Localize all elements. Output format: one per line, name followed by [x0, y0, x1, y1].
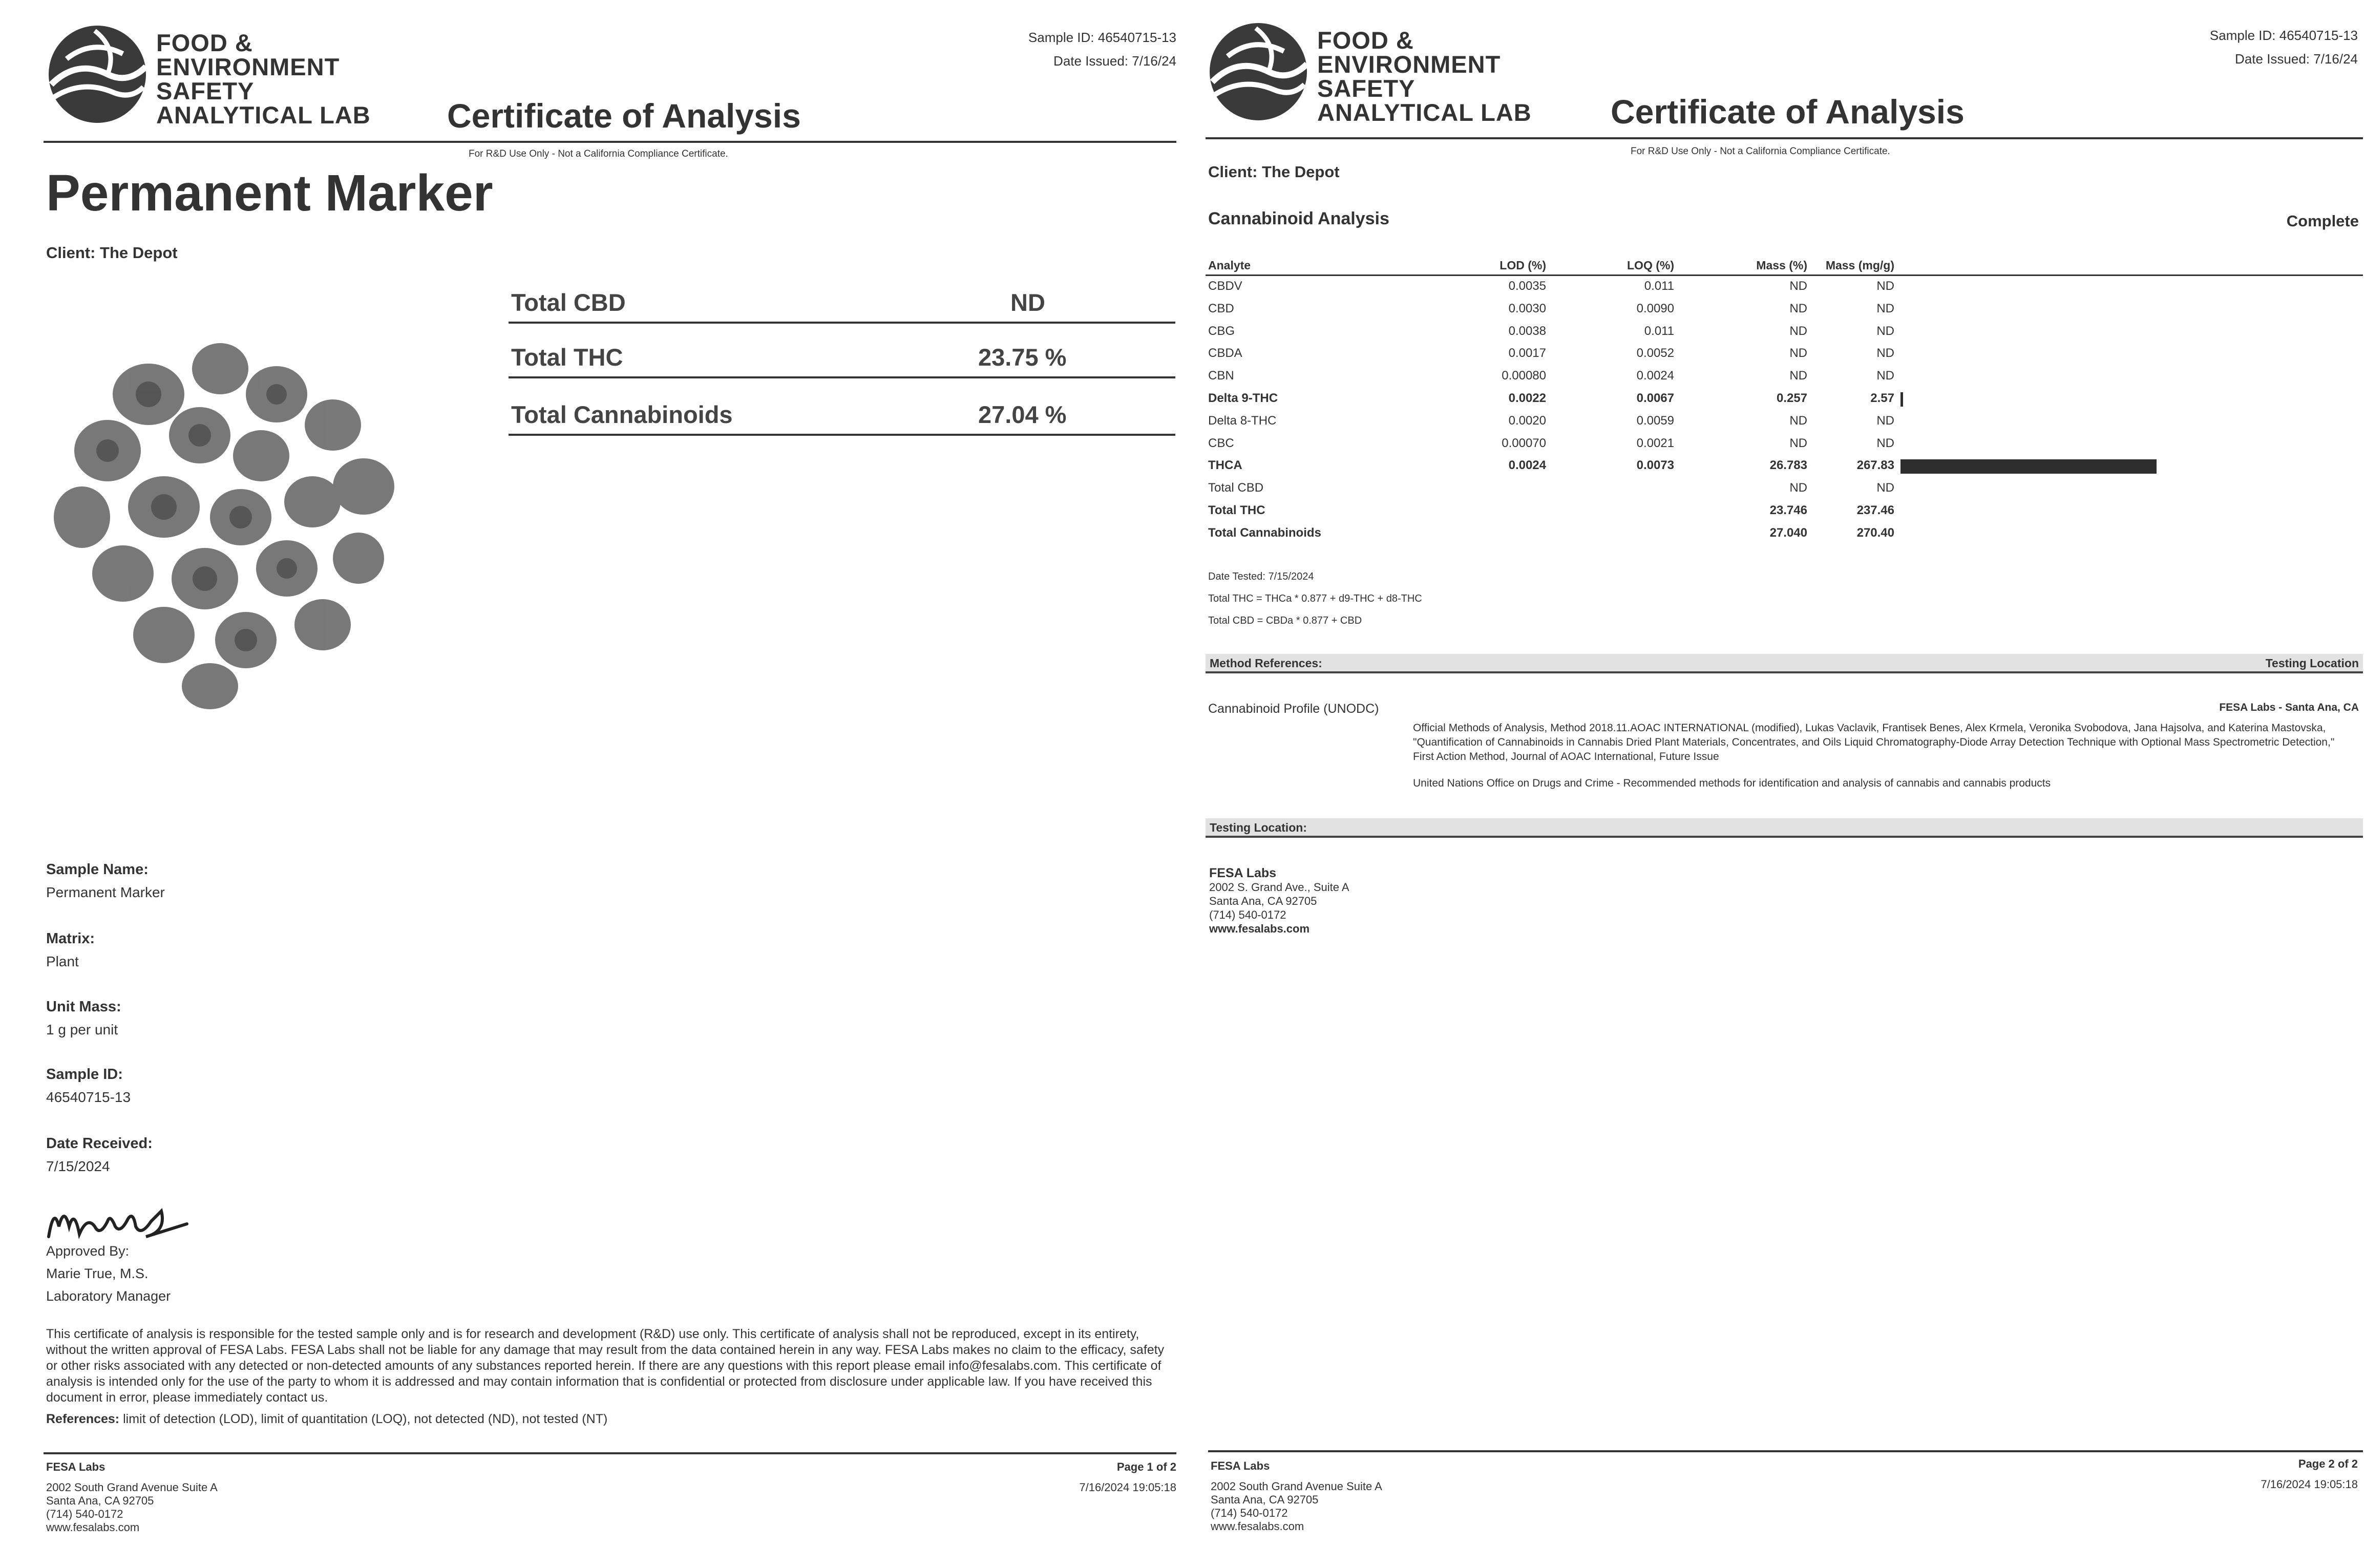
- lab-name-line: ENVIRONMENT: [156, 53, 340, 80]
- lab-name: [156, 31, 371, 127]
- cell-mass-pct: ND: [1789, 436, 1807, 450]
- footer-timestamp: 7/16/2024 19:05:18: [2261, 1478, 2358, 1491]
- cell-mass-pct: 0.257: [1776, 391, 1807, 405]
- loc-phone: (714) 540-0172: [1209, 908, 1286, 921]
- approved-by-label: Approved By:: [46, 1243, 130, 1259]
- summary-value: ND: [1010, 289, 1045, 316]
- cell-mass-mg: ND: [1876, 346, 1894, 361]
- client-name: Client: The Depot: [46, 244, 178, 262]
- footer-phone: (714) 540-0172: [1211, 1507, 1288, 1519]
- footer-timestamp: 7/16/2024 19:05:18: [1079, 1481, 1176, 1494]
- cell-mass-pct: ND: [1789, 346, 1807, 361]
- cell-mass-pct: ND: [1789, 481, 1807, 495]
- sample-name-value: Permanent Marker: [46, 884, 165, 900]
- cell-lod: 0.00080: [1502, 369, 1546, 383]
- date-tested: Date Tested: 7/15/2024: [1208, 571, 1314, 582]
- lab-name-line: FOOD &: [156, 29, 253, 56]
- summary-row-cbd: [509, 281, 1175, 324]
- sample-id-header: Sample ID: 46540715-13: [2209, 28, 2358, 43]
- cell-lod: 0.0038: [1508, 324, 1546, 338]
- cell-lod: 0.0022: [1508, 391, 1546, 405]
- cell-mass-pct: ND: [1789, 301, 1807, 315]
- footer-addr2: Santa Ana, CA 92705: [1211, 1493, 1319, 1506]
- footer-address: [46, 1460, 218, 1534]
- cell-mass-mg: ND: [1876, 413, 1894, 428]
- page-number: Page 1 of 2: [1116, 1460, 1176, 1473]
- col-header: Mass (%): [1756, 259, 1807, 272]
- certificate-title: Certificate of Analysis: [447, 97, 801, 135]
- testing-location-band: [1206, 818, 2363, 838]
- testing-location-label: Testing Location: [2265, 656, 2359, 670]
- formula-thc: Total THC = THCa * 0.877 + d9-THC + d8-THC: [1208, 593, 1422, 604]
- testing-location-address: [1209, 866, 1349, 936]
- cell-mass-mg: ND: [1876, 279, 1894, 293]
- summary-row-cannabinoids: [509, 393, 1175, 436]
- date-received-value: 7/15/2024: [46, 1158, 110, 1174]
- cell-mass-pct: 27.040: [1769, 525, 1807, 540]
- method-name: Cannabinoid Profile (UNODC): [1208, 702, 1379, 716]
- cell-loq: 0.011: [1644, 279, 1674, 293]
- cell-mass-mg: ND: [1876, 436, 1894, 450]
- sample-meta: [1028, 26, 1176, 73]
- method-citation-unodc: United Nations Office on Drugs and Crime - Recommended methods for identification and analysis of cannabis and cannabis products: [1413, 777, 2051, 789]
- product-title: Permanent Marker: [46, 164, 493, 222]
- cell-mass-mg: 2.57: [1870, 391, 1894, 405]
- col-header: Analyte: [1208, 259, 1251, 272]
- formula-cbd: Total CBD = CBDa * 0.877 + CBD: [1208, 615, 1362, 626]
- cell-mass-mg: ND: [1876, 369, 1894, 383]
- rnd-notice: For R&D Use Only - Not a California Compliance Certificate.: [1631, 146, 1890, 157]
- header-rule: [44, 141, 1176, 143]
- cell-lod: 0.0017: [1508, 346, 1546, 361]
- cell-analyte: CBD: [1208, 301, 1234, 315]
- cell-lod: 0.0024: [1508, 458, 1546, 473]
- loc-addr1: 2002 S. Grand Ave., Suite A: [1209, 881, 1349, 894]
- cell-analyte: THCA: [1208, 458, 1242, 473]
- cell-mass-mg: ND: [1876, 481, 1894, 495]
- product-photo: [46, 338, 415, 722]
- cell-loq: 0.0067: [1636, 391, 1674, 405]
- cell-analyte: CBN: [1208, 369, 1234, 383]
- analysis-status: Complete: [2286, 212, 2359, 230]
- footer-lab-name: FESA Labs: [46, 1460, 105, 1473]
- disclaimer: This certificate of analysis is responsible for the tested sample only and is for research and development (R&D) use only. This certificate of analysis shall not be reproduced, except in its entirety, without the written approval of FESA Labs. FESA Labs shall not be liable for any damage that may result from the data contained herein in any way. FESA Labs makes no claim to the efficacy, safety or other risks associated with any detected or non-detected amounts of any substances reported herein. If there are any questions with this report please email info@fesalabs.com. This certificate of analysis is intended only for the use of the party to whom it is addressed and may contain information that is confidential or protected from disclosure under applicable law. If you have received this document in error, please immediately contact us.: [46, 1327, 1165, 1405]
- cell-analyte: Total CBD: [1208, 481, 1264, 495]
- approver-title: Laboratory Manager: [46, 1288, 171, 1304]
- summary-label: Total THC: [511, 344, 623, 371]
- col-header: Mass (mg/g): [1825, 259, 1894, 272]
- cell-mass-pct: ND: [1789, 413, 1807, 428]
- footer-addr1: 2002 South Grand Avenue Suite A: [46, 1481, 218, 1494]
- cell-loq: 0.0024: [1636, 369, 1674, 383]
- cell-mass-pct: 23.746: [1769, 503, 1807, 517]
- section-title: Cannabinoid Analysis: [1208, 209, 1389, 228]
- cell-mass-mg: 270.40: [1856, 525, 1894, 540]
- footer-address: [1211, 1459, 1382, 1533]
- footer-web: www.fesalabs.com: [46, 1521, 140, 1534]
- cell-mass-pct: ND: [1789, 324, 1807, 338]
- lab-name-line: FOOD &: [1317, 27, 1414, 54]
- coa-page-2: [1182, 0, 2365, 1568]
- col-header: LOQ (%): [1627, 259, 1674, 272]
- footer-web: www.fesalabs.com: [1211, 1520, 1304, 1533]
- certificate-title: Certificate of Analysis: [1611, 93, 1965, 131]
- lab-name-line: ENVIRONMENT: [1317, 51, 1501, 78]
- cell-loq: 0.0059: [1636, 413, 1674, 428]
- method-references-band: [1206, 654, 2363, 673]
- cell-lod: 0.0030: [1508, 301, 1546, 315]
- unit-mass-value: 1 g per unit: [46, 1022, 118, 1037]
- coa-page-1: [0, 0, 1182, 1568]
- method-location: FESA Labs - Santa Ana, CA: [2219, 702, 2359, 713]
- sample-id-label: Sample ID:: [46, 1066, 123, 1083]
- references-label: References:: [46, 1412, 120, 1426]
- cell-mass-pct: 26.783: [1769, 458, 1807, 473]
- cell-analyte: Delta 8-THC: [1208, 413, 1277, 428]
- cell-mass-mg: ND: [1876, 301, 1894, 315]
- lab-logo-icon: [46, 23, 149, 125]
- page-number: Page 2 of 2: [2298, 1457, 2358, 1470]
- lab-name-line: ANALYTICAL LAB: [156, 101, 371, 129]
- cell-analyte: Total Cannabinoids: [1208, 525, 1321, 540]
- summary-label: Total Cannabinoids: [511, 401, 733, 428]
- table-header-rule: [1206, 274, 2363, 276]
- testing-location-heading: Testing Location:: [1210, 821, 1307, 834]
- footer-rule: [1208, 1450, 2363, 1452]
- sample-id-value: 46540715-13: [46, 1089, 131, 1105]
- cell-lod: 0.00070: [1502, 436, 1546, 450]
- cell-analyte: CBG: [1208, 324, 1235, 338]
- matrix-label: Matrix:: [46, 930, 95, 947]
- footer-addr1: 2002 South Grand Avenue Suite A: [1211, 1480, 1382, 1493]
- rnd-notice: For R&D Use Only - Not a California Compliance Certificate.: [469, 149, 728, 159]
- cell-loq: 0.0090: [1636, 301, 1674, 315]
- references-text: limit of detection (LOD), limit of quantitation (LOQ), not detected (ND), not tested (NT): [123, 1412, 608, 1426]
- summary-value: 23.75 %: [978, 344, 1067, 371]
- cell-mass-pct: ND: [1789, 279, 1807, 293]
- footer-lab-name: FESA Labs: [1211, 1459, 1270, 1472]
- footer-phone: (714) 540-0172: [46, 1508, 123, 1520]
- lab-name: [1317, 28, 1532, 124]
- cell-loq: 0.0073: [1636, 458, 1674, 473]
- loc-web: www.fesalabs.com: [1209, 922, 1310, 935]
- cell-analyte: CBC: [1208, 436, 1234, 450]
- method-citation: Official Methods of Analysis, Method 2018.11.AOAC INTERNATIONAL (modified), Lukas Vaclavik, Frantisek Benes, Alex Krmela, Veronika Svobodova, Jana Hajsolva, and Katerina Mastovska, "Quantification of Cannabinoids in Cannabis Dried Plant Materials, Concentrates, and Oils Liquid Chromatography-Diode Array Detection Technique with Optional Mass Spectrometric Detection," First Action Method, Journal of AOAC International, Future Issue: [1413, 722, 2335, 762]
- unit-mass-label: Unit Mass:: [46, 999, 121, 1015]
- cell-mass-pct: ND: [1789, 369, 1807, 383]
- client-name: Client: The Depot: [1208, 163, 1340, 181]
- cell-mass-mg: ND: [1876, 324, 1894, 338]
- summary-value: 27.04 %: [978, 401, 1067, 428]
- footer-addr2: Santa Ana, CA 92705: [46, 1494, 154, 1507]
- cell-loq: 0.0052: [1636, 346, 1674, 361]
- matrix-value: Plant: [46, 953, 79, 969]
- footer-page-info: [1079, 1460, 1176, 1494]
- lab-name-line: SAFETY: [156, 77, 255, 104]
- sample-id-header: Sample ID: 46540715-13: [1028, 30, 1176, 45]
- cell-analyte: Delta 9-THC: [1208, 391, 1278, 405]
- cell-lod: 0.0020: [1508, 413, 1546, 428]
- cell-analyte: Total THC: [1208, 503, 1265, 517]
- cell-mass-mg: 267.83: [1856, 458, 1894, 473]
- approver-name: Marie True, M.S.: [46, 1266, 149, 1281]
- loc-addr2: Santa Ana, CA 92705: [1209, 895, 1317, 907]
- footer-page-info: [2261, 1457, 2358, 1491]
- col-header: LOD (%): [1500, 259, 1546, 272]
- method-references-label: Method References:: [1210, 656, 1322, 670]
- date-issued: Date Issued: 7/16/24: [2235, 51, 2358, 67]
- lab-logo-icon: [1207, 20, 1310, 123]
- cell-analyte: CBDV: [1208, 279, 1242, 293]
- date-issued: Date Issued: 7/16/24: [1053, 53, 1176, 69]
- header-rule: [1206, 137, 2363, 139]
- cell-analyte: CBDA: [1208, 346, 1242, 361]
- footer-rule: [44, 1452, 1176, 1454]
- cell-mass-mg: 237.46: [1856, 503, 1894, 517]
- cell-loq: 0.011: [1644, 324, 1674, 338]
- cell-loq: 0.0021: [1636, 436, 1674, 450]
- date-received-label: Date Received:: [46, 1135, 153, 1152]
- mass-bar: [1901, 459, 2157, 474]
- lab-name-line: ANALYTICAL LAB: [1317, 99, 1532, 126]
- mass-bar: [1901, 392, 1903, 407]
- sample-meta: [2210, 24, 2358, 71]
- loc-name: FESA Labs: [1209, 866, 1277, 880]
- summary-row-thc: [509, 335, 1175, 378]
- summary-label: Total CBD: [511, 289, 626, 316]
- cell-lod: 0.0035: [1508, 279, 1546, 293]
- lab-name-line: SAFETY: [1317, 75, 1416, 102]
- sample-name-label: Sample Name:: [46, 861, 149, 878]
- references: [46, 1412, 607, 1427]
